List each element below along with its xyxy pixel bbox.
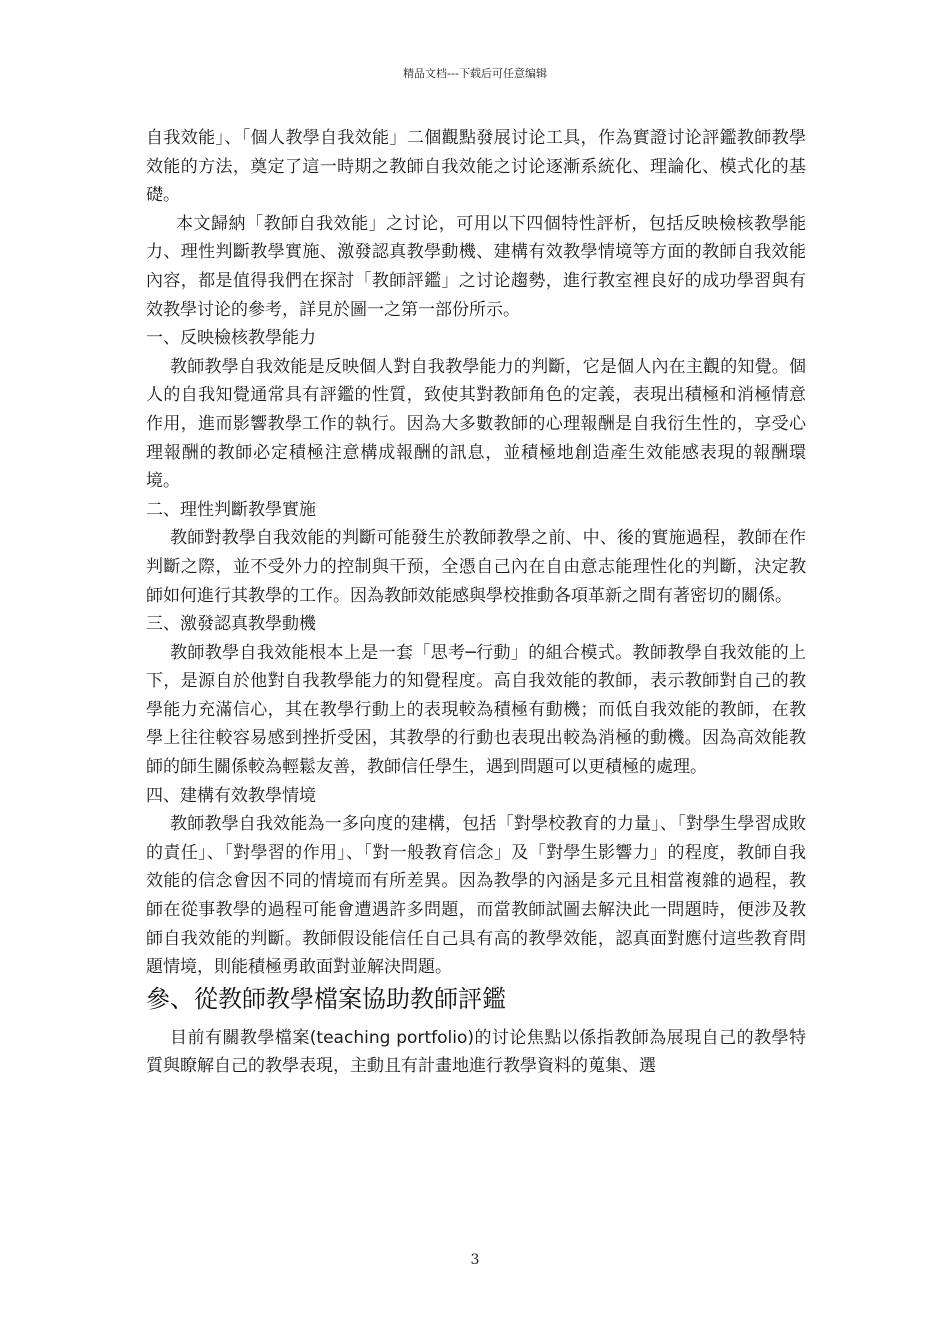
paragraph-2: 教師對教學自我效能的判斷可能發生於教師教學之前、中、後的實施過程，教師在作判斷之際，並不受外力的控制與干预，全憑自己內在自由意志能理性化的判斷，決定教師如何進行其教學的工作。因為教師效能感與學校推動各項革新之間有著密切的關係。 xyxy=(146,528,806,606)
subheading-3: 三、激發認真教學動機 xyxy=(146,614,316,635)
subheading-2: 二、理性判斷教學實施 xyxy=(146,499,316,520)
paragraph-section-intro: 目前有關教學檔案(teaching portfolio)的讨论焦點以係指教師為展現自己的教學特質與瞭解自己的教學表現，主動且有計畫地進行教學資料的蒐集、選 xyxy=(146,1027,806,1077)
page-header: 精品文档---下载后可任意编辑 xyxy=(403,67,547,80)
section-title: 參、從教師教學檔案協助教師評鑑 xyxy=(146,984,506,1013)
paragraph-continued: 自我效能」、「個人教學自我效能」二個觀點發展讨论工具，作為實證讨论評鑑教師教學效能的方法，奠定了這一時期之教師自我效能之讨论逐漸系統化、理論化、模式化的基礎。 xyxy=(146,128,806,206)
page-number: 3 xyxy=(470,1252,480,1268)
subheading-1: 一、反映檢核教學能力 xyxy=(146,328,316,349)
paragraph-3: 教師教學自我效能根本上是一套「思考─行動」的組合模式。教師教學自我效能的上下，是源自於他對自我教學能力的知覺程度。高自我效能的教師，表示教師對自己的教學能力充滿信心，其在教學行動上的表現較為積極有動機；而低自我效能的教師，在教學上往往較容易感到挫折受困，其教學的行動也表現出較為消極的動機。因為高效能教師的師生關係較為輕鬆友善，教師信任學生，遇到問題可以更積極的處理。 xyxy=(146,642,806,778)
paragraph-summary: 本文歸納「教師自我效能」之讨论，可用以下四個特性評析，包括反映檢核教學能力、理性判斷教學實施、激發認真教學動機、建構有效教學情境等方面的教師自我效能內容，都是值得我們在探討「教師評鑑」之讨论趨勢，進行教室裡良好的成功學習與有效教學讨论的參考，詳見於圖一之第一部份所示。 xyxy=(146,213,806,320)
subheading-4: 四、建構有效教學情境 xyxy=(146,785,316,806)
paragraph-4: 教師教學自我效能為一多向度的建構，包括「對學校教育的力量」、「對學生學習成敗的責任」、「對學習的作用」、「對一般教育信念」及「對學生影響力」的程度，教師自我效能的信念會因不同的情境而有所差異。因為教學的內涵是多元且相當複雜的過程，教師在從事教學的過程可能會遭遇許多問題，而當教師試圖去解決此一問題時，便涉及教師自我效能的判斷。教師假设能信任自己具有高的教學效能，認真面對應付這些教育問題情境，則能積極勇敢面對並解決問題。 xyxy=(146,814,806,978)
document-body xyxy=(146,124,806,1081)
paragraph-1: 教師教學自我效能是反映個人對自我教學能力的判斷，它是個人內在主觀的知覺。個人的自我知覺通常具有評鑑的性質，致使其對教師角色的定義，表現出積極和消極情意作用，進而影響教學工作的執行。因為大多數教師的心理報酬是自我衍生性的，享受心理報酬的教師必定積極注意構成報酬的訊息，並積極地創造產生效能感表現的報酬環境。 xyxy=(146,356,806,492)
